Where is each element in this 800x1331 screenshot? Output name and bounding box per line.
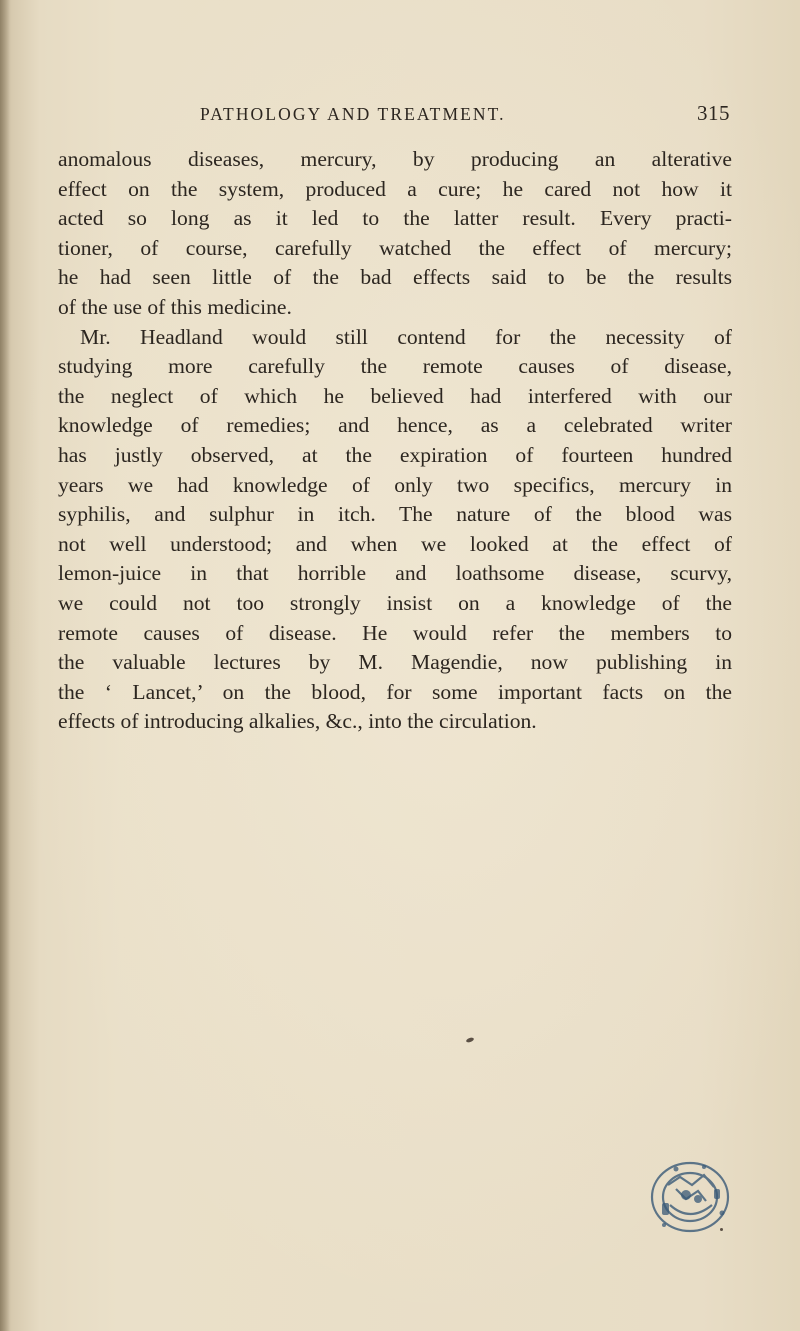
text-line: we could not too strongly insist on a knowledge of the: [58, 590, 732, 615]
text-line: the ‘ Lancet,’ on the blood, for some important facts on the: [58, 679, 732, 704]
text-line: has justly observed, at the expiration of fourteen hundred: [58, 442, 732, 467]
text-line: the valuable lectures by M. Magendie, now publishing in: [58, 650, 732, 675]
paper-speck: [466, 1037, 475, 1043]
text-line: studying more carefully the remote causes of disease,: [58, 354, 732, 379]
text-line: knowledge of remedies; and hence, as a celebrated writer: [58, 413, 732, 438]
running-head-title: PATHOLOGY AND TREATMENT.: [200, 104, 506, 124]
text-line: years we had knowledge of only two specifics, mercury in: [58, 472, 732, 497]
text-line: not well understood; and when we looked at the effect of: [58, 531, 732, 556]
page-gutter-shadow: [0, 0, 10, 1331]
text-line: he had seen little of the bad effects said to be the results: [58, 265, 732, 290]
text-line: Mr. Headland would still contend for the necessity of: [80, 324, 732, 349]
text-line: tioner, of course, carefully watched the effect of mercury;: [58, 235, 732, 260]
text-line: the neglect of which he believed had interfered with our: [58, 383, 732, 408]
library-stamp-icon: [640, 1155, 738, 1243]
text-line: acted so long as it led to the latter result. Every practi-: [58, 206, 732, 231]
running-head: [60, 101, 730, 134]
body-text: [58, 145, 732, 737]
page-number: 315: [697, 101, 730, 125]
text-line: syphilis, and sulphur in itch. The nature of the blood was: [58, 502, 732, 527]
text-line: of the use of this medicine.: [58, 294, 292, 319]
text-line: anomalous diseases, mercury, by producing an alterative: [58, 147, 732, 171]
text-line: effect on the system, produced a cure; he cared not how it: [58, 176, 732, 201]
text-line: effects of introducing alkalies, &c., into the circulation.: [58, 709, 537, 734]
text-line: remote causes of disease. He would refer the members to: [58, 620, 732, 645]
text-line: lemon-juice in that horrible and loathsome disease, scurvy,: [58, 561, 732, 586]
